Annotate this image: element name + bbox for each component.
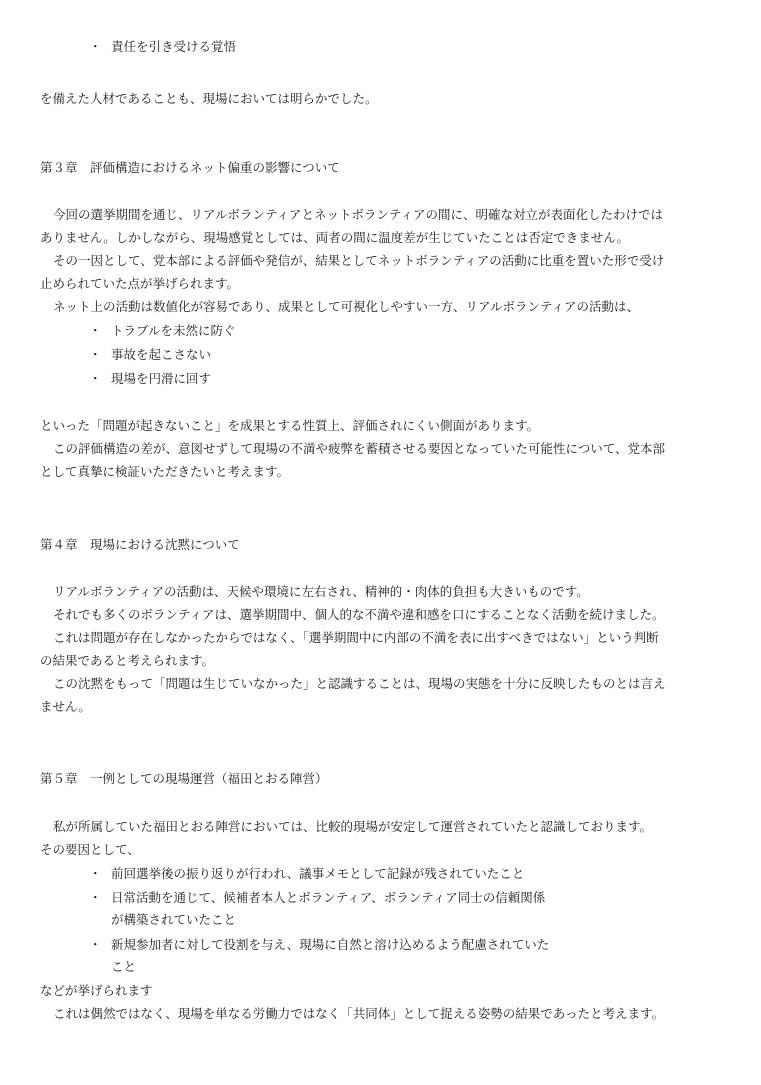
- text-line: 第４章 現場における沈黙について: [40, 537, 240, 552]
- text-line: それでも多くのボランティアは、選挙期間中、個人的な不満や違和感を口にすることなく活動を続けました。: [53, 607, 665, 622]
- bullet-item: ・ 日常活動を通じて、候補者本人とボランティア、ボランティア同士の信頼関係: [111, 890, 545, 906]
- text-line: といった「問題が起きないこと」を成果とする性質上、評価されにくい側面があります。: [40, 418, 540, 433]
- text-line: 今回の選挙期間を通じ、リアルボランティアとネットボランティアの間に、明確な対立が表面化したわけでは: [53, 207, 664, 222]
- text-line: を備えた人材であることも、現場においては明らかでした。: [40, 91, 378, 106]
- text-line: ません。: [40, 699, 91, 714]
- text-line: などが挙げられます: [40, 983, 153, 998]
- text-line: として真摯に検証いただきたいと考えます。: [40, 464, 290, 479]
- text-line: リアルボランティアの活動は、天候や環境に左右され、精神的・肉体的負担も大きいものです。: [53, 584, 589, 599]
- text-line: これは問題が存在しなかったからではなく、「選挙期間中に内部の不満を表に出すべきではない」という判断: [53, 630, 659, 645]
- text-line: ネット上の活動は数値化が容易であり、成果として可視化しやすい一方、リアルボランティアの活動は、: [53, 299, 640, 314]
- text-line: 私が所属していた福田とおる陣営においては、比較的現場が安定して運営されていたと認識しております。: [53, 819, 653, 834]
- text-line: その要因として、: [40, 842, 140, 857]
- bullet-item: ・ 新規参加者に対して役割を与え、現場に自然と溶け込めるよう配慮されていた: [111, 937, 549, 953]
- text-line: の結果であると考えられます。: [40, 653, 215, 668]
- text-line: 第３章 評価構造におけるネット偏重の影響について: [40, 160, 340, 175]
- text-line: この沈黙をもって「問題は生じていなかった」と認識することは、現場の実態を十分に反映したものとは言え: [53, 676, 666, 691]
- text-line: こと: [111, 959, 137, 974]
- text-line: その一因として、党本部による評価や発信が、結果としてネットボランティアの活動に比重を置いた形で受け: [53, 253, 665, 268]
- bullet-item: ・ トラブルを未然に防ぐ: [111, 323, 236, 339]
- text-line: ありません。しかしながら、現場感覚としては、両者の間に温度差が生じていたことは否定できません。: [40, 230, 630, 245]
- text-line: これは偶然ではなく、現場を単なる労働力ではなく「共同体」として捉える姿勢の結果であったと考えます。: [53, 1006, 665, 1021]
- bullet-item: ・ 事故を起こさない: [111, 347, 211, 363]
- bullet-item: ・ 責任を引き受ける覚悟: [111, 39, 236, 55]
- text-line: この評価構造の差が、意図せずして現場の不満や疲弊を蓄積させる要因となっていた可能性について、党本部: [53, 441, 666, 456]
- text-line: 止められていた点が挙げられます。: [40, 276, 240, 291]
- bullet-item: ・ 現場を円滑に回す: [111, 371, 211, 387]
- text-line: 第５章 一例としての現場運営（福田とおる陣営）: [40, 771, 328, 786]
- text-line: が構築されていたこと: [111, 912, 237, 927]
- bullet-item: ・ 前回選挙後の振り返りが行われ、議事メモとして記録が残されていたこと: [111, 866, 524, 882]
